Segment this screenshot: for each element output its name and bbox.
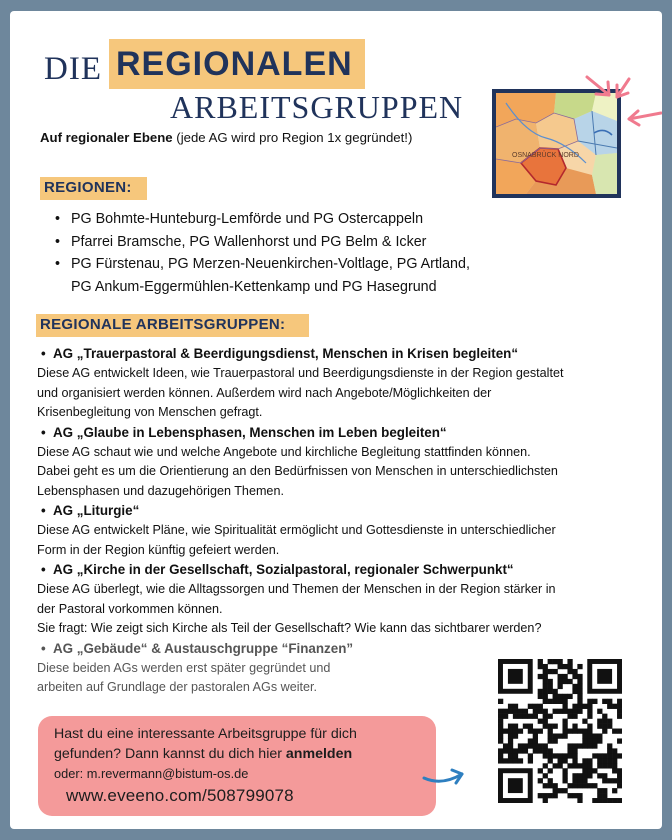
pink-arrows-icon [585,61,662,136]
subtitle-bold: Auf regionaler Ebene [40,130,173,145]
signup-text-2 [54,746,352,762]
flyer-card [10,11,662,829]
ag-title: • AG „Liturgie“ [37,501,637,521]
signup-email[interactable]: oder: m.revermann@bistum-os.de [54,766,249,781]
title-die: DIE [44,51,102,87]
ag-description: Form in der Region künftig gefeiert werden. [37,542,280,557]
ag-title: • AG „Trauerpastoral & Beerdigungsdienst, Menschen in Krisen begleiten“ [37,344,637,364]
list-item: • PG Fürstenau, PG Merzen-Neuenkirchen-Voltlage, PG Artland, [55,253,645,276]
list-item: • PG Bohmte-Hunteburg-Lemförde und PG Ostercappeln [55,208,645,231]
ag-description: Lebensphasen und dazugehörigen Themen. [37,483,284,498]
regionen-heading: REGIONEN: [44,179,132,196]
ag-title: • AG „Gebäude“ & Austauschgruppe “Finanzen” [37,639,637,659]
signup-text-2-start: gefunden? Dann kannst du dich hier [54,746,286,762]
subtitle-rest: (jede AG wird pro Region 1x gegründet!) [172,130,413,145]
arrow-right-icon [420,756,470,791]
ag-description: Diese AG entwickelt Pläne, wie Spiritualität ermöglicht und Gottesdienste in unterschiedlicher [37,523,556,537]
ag-description: Diese AG überlegt, wie die Alltagssorgen und Themen der Menschen in der Region stärker in [37,582,556,596]
ag-description: Sie fragt: Wie zeigt sich Kirche als Teil der Gesellschaft? Wie kann das sichtbarer werden? [37,621,542,635]
signup-anmelden: anmelden [285,746,353,762]
ag-description: Dabei geht es um die Orientierung an den Bedürfnissen von Menschen in unterschiedlichsten [37,464,558,478]
list-item-continuation: PG Ankum-Eggermühlen-Kettenkamp und PG Hasegrund [71,278,437,295]
signup-text-1: Hast du eine interessante Arbeitsgruppe für dich [54,726,357,742]
ag-description: Diese AG schaut wie und welche Angebote und kirchliche Begleitung stattfinden können. [37,444,531,459]
ag-list [37,344,637,698]
ag-description: der Pastoral vorkommen können. [37,601,223,616]
signup-box [38,716,436,816]
ag-heading: REGIONALE ARBEITSGRUPPEN: [40,316,286,333]
signup-url[interactable]: www.eveeno.com/508799078 [66,786,294,805]
qr-code-icon[interactable] [498,659,622,803]
map-label: OSNABRÜCK NORD [512,152,579,159]
subtitle [40,130,412,145]
ag-description: und organisiert werden können. Außerdem wird nach Angebote/Möglichkeiten der [37,385,492,400]
title-regionalen: REGIONALEN [116,45,353,83]
ag-description: Diese AG entwickelt Ideen, wie Trauerpastoral und Beerdigungsdienste in der Region gestaltet [37,366,564,380]
title-arbeitsgruppen: ARBEITSGRUPPEN [170,89,464,125]
ag-title: • AG „Glaube in Lebensphasen, Menschen im Leben begleiten“ [37,423,637,443]
ag-description: Diese beiden AGs werden erst später gegründet und [37,660,331,675]
list-item: • Pfarrei Bramsche, PG Wallenhorst und PG Belm & Icker [55,231,645,254]
ag-description: Krisenbegleitung von Menschen gefragt. [37,405,263,419]
ag-description: arbeiten auf Grundlage der pastoralen AGs weiter. [37,680,318,694]
ag-title: • AG „Kirche in der Gesellschaft, Sozialpastoral, regionaler Schwerpunkt“ [37,560,637,580]
regionen-list [55,208,645,298]
